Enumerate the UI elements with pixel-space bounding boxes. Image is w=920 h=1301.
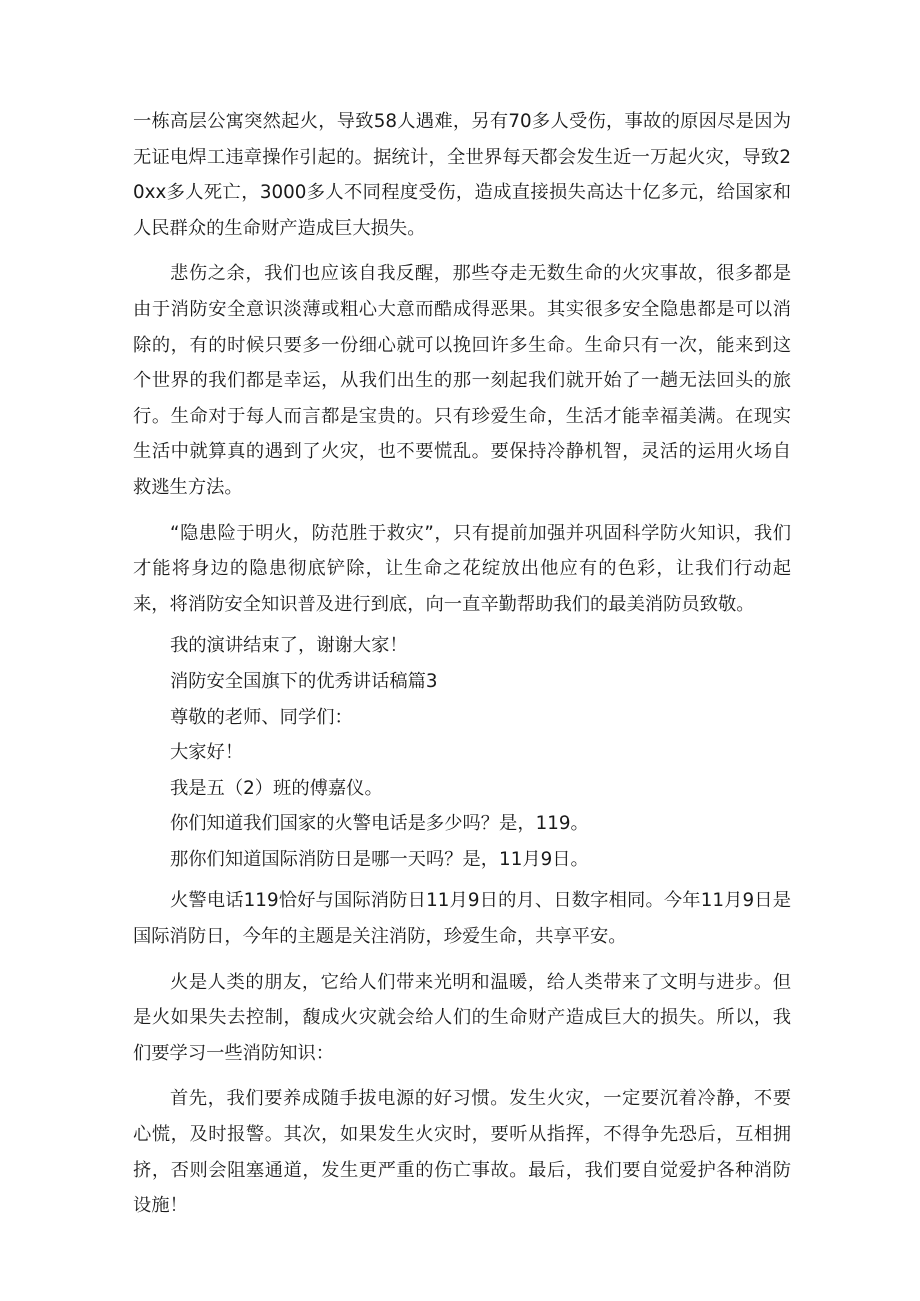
paragraph-4: 我的演讲结束了，谢谢大家！ <box>170 635 408 657</box>
paragraph-safety-tips: 首先，我们要养成随手拔电源的好习惯。发生火灾，一定要沉着冷静，不要心慌，及时报警。其次，如果发生火灾时，要听从指挥，不得争先恐后，互相拥挤，否则会阻塞通道，发生更严重的伤亡事故。最后，我们要自觉爱护各种消防设施！ <box>133 1088 791 1217</box>
paragraph-3: “隐患险于明火，防范胜于救灾”，只有提前加强并巩固科学防火知识，我们才能将身边的隐患彻底铲除，让生命之花绽放出他应有的色彩，让我们行动起来，将消防安全知识普及进行到底，向一直辛勤帮助我们的最美消防员致敬。 <box>133 522 791 615</box>
paragraph-question-1: 你们知道我们国家的火警电话是多少吗？是，119。 <box>170 813 589 835</box>
document-body <box>133 104 791 1224</box>
paragraph-fire-number: 火警电话119恰好与国际消防日11月9日的月、日数字相同。今年11月9日是国际消防日，今年的主题是关注消防，珍爱生命，共享平安。 <box>133 890 791 948</box>
section-heading: 消防安全国旗下的优秀讲话稿篇3 <box>170 670 438 692</box>
paragraph-question-2: 那你们知道国际消防日是哪一天吗？是，11月9日。 <box>170 848 589 870</box>
paragraph-1: 一栋高层公寓突然起火，导致58人遇难，另有70多人受伤，事故的原因尽是因为无证电焊工违章操作引起的。据统计，全世界每天都会发生近一万起火灾，导致20xx多人死亡，3000多人不同程度受伤，造成直接损失高达十亿多元，给国家和人民群众的生命财产造成巨大损失。 <box>133 111 791 239</box>
paragraph-salutation: 尊敬的老师、同学们： <box>170 706 353 728</box>
paragraph-intro: 我是五（2）班的傅嘉仪。 <box>170 777 383 799</box>
paragraph-fire-friend: 火是人类的朋友，它给人们带来光明和温暖，给人类带来了文明与进步。但是火如果失去控制，馥成火灾就会给人们的生命财产造成巨大的损失。所以，我们要学习一些消防知识： <box>133 971 791 1064</box>
paragraph-greeting: 大家好！ <box>170 742 244 764</box>
paragraph-2: 悲伤之余，我们也应该自我反醒，那些夺走无数生命的火灾事故，很多都是由于消防安全意识淡薄或粗心大意而酷成得恶果。其实很多安全隐患都是可以消除的，有的时候只要多一份细心就可以挽回许多生命。生命只有一次，能来到这个世界的我们都是幸运，从我们出生的那一刻起我们就开始了一趟无法回头的旅行。生命对于每人而言都是宝贵的。只有珍爱生命，生活才能幸福美满。在现实生活中就算真的遇到了火灾，也不要慌乱。要保持冷静机智，灵活的运用火场自救逃生方法。 <box>133 263 791 498</box>
